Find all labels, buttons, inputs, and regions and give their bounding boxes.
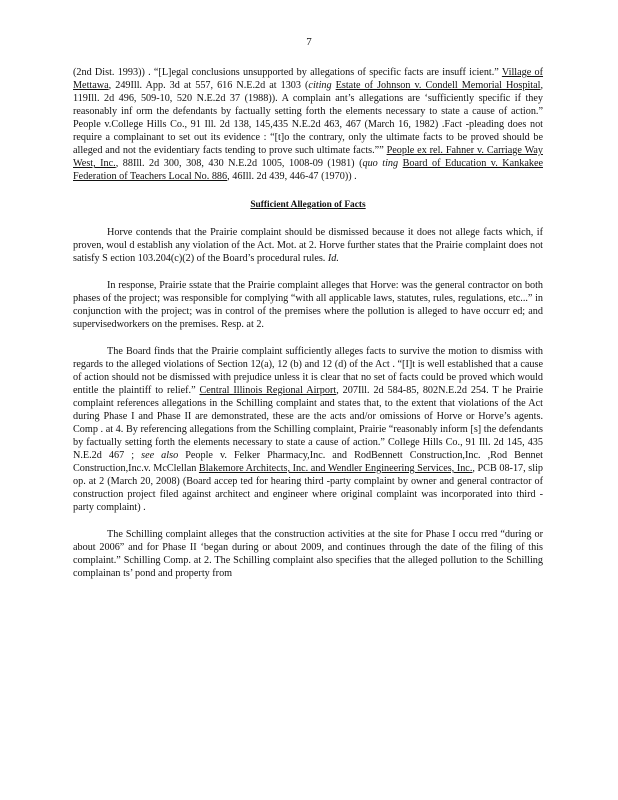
text-run: The Board finds that the Prairie complaint sufficiently alleges facts to survive the motion to dismiss with regards to the alleged violations of Section 12(a), 12 (b) and 12 (d) of the Act . “[I]t is well established that a cause of action should not be dismissed with prejudice unless it is clear that no set of facts could be proved which would entitle the plaintiff to relief.”	[73, 346, 543, 396]
case-citation: Blakemore Architects, Inc. and Wendler Engineering Services, Inc.	[198, 463, 473, 474]
text-run: , 207Ill. 2d 584-85, 802N.E.2d 254. T he Prairie complaint references allegations in the Schilling complaint and states that, to the extent that violations of the Act during Phase I and Phase II are demonstrated, these are the acts and/or omissions of Horve or Horve’s agents. Comp . at 4. By referencing allegations from the Schilling complaint, Prairie “reasonably inform [s] the defendants by factually setting forth the elements necessary to state a cause of action.” College Hills Co., 91 Ill. 2d 145, 435 N.E.2d 467 ;	[73, 385, 543, 461]
italic-signal: quo ting	[362, 158, 399, 169]
document-body	[73, 66, 543, 580]
case-citation: Central Illinois Regional Airport	[199, 385, 337, 396]
text-run: The Schilling complaint alleges that the construction activities at the site for Phase I occu rred “during or about 2006” and for Phase II ‘began during or about 2009, and continues through the date of the filing of this complaint.” Schilling Comp. at 2. The Schilling complaint also specifies that the alleged pollution to the Schilling complainan ts’ pond and property from	[73, 529, 543, 579]
italic-signal: see also	[141, 450, 179, 461]
italic-signal: citing	[308, 80, 332, 91]
case-citation: People ex rel. Fahner v. Carriage Way West, Inc.	[73, 145, 543, 169]
text-run: , PCB 08-17, slip op. at 2 (March 20, 2008) (Board accep ted for hearing third -party complaint by owner and general contractor of construction project filed against architect and engineer where original complaint was incorporated into third -party complaint) .	[73, 463, 544, 513]
paragraph-4	[73, 528, 543, 580]
case-citation: Estate of Johnson v. Condell Memorial Hospital	[335, 80, 541, 91]
italic-signal: Id.	[327, 253, 339, 264]
text-run: (2nd Dist. 1993)) . “[L]egal conclusions unsupported by allegations of specific facts are insuff icient.”	[73, 67, 502, 78]
text-run: In response, Prairie sstate that the Prairie complaint alleges that Horve: was the general contractor on both phases of the project; was responsible for complying “with all applicable laws, statutes, rules, regulations, etc...” in conjunction with the project; was in control of the premises where the pollution is alleged to have occurr ed; and supervisedworkers on the premises. Resp. at 2.	[73, 280, 543, 330]
section-heading	[73, 199, 543, 212]
text-run: , 88Ill. 2d 300, 308, 430 N.E.2d 1005, 1008-09 (1981) (	[115, 158, 363, 169]
case-citation: Village of Mettawa	[73, 67, 544, 91]
text-run: People v. Felker Pharmacy,Inc. and RodBennett Construction,Inc. ,Rod Bennet Construction,Inc.v. McClellan	[73, 450, 543, 474]
paragraph-0	[73, 66, 543, 183]
section-heading-text: Sufficient Allegation of Facts	[250, 200, 366, 210]
paragraph-2	[73, 279, 543, 331]
case-citation: Board of Education v. Kankakee Federation of Teachers Local No. 886	[73, 158, 543, 182]
text-run: Horve contends that the Prairie complaint should be dismissed because it does not allege facts which, if proven, woul d establish any violation of the Act. Mot. at 2. Horve further states that the Prairie complaint does not satisfy S ection 103.204(c)(2) of the Board’s procedural rules.	[73, 227, 543, 264]
text-run: , 249Ill. App. 3d at 557, 616 N.E.2d at 1303 (	[108, 80, 309, 91]
paragraph-1	[73, 226, 543, 265]
paragraph-3	[73, 345, 543, 514]
text-run: , 119Ill. 2d 496, 509-10, 520 N.E.2d 37 (1988)). A complain ant’s allegations are ‘sufficiently specific if they reasonably inf orm the defendants by factually setting forth the elements necessary to state a cause of action.” People v.College Hills Co., 91 Ill. 2d 138, 145,435 N.E.2d 463, 467 (March 16, 1982) .Fact -pleading does not require a complainant to set out its evidence : “[t]o the contrary, only the ultimate facts to be proved should be alleged and not the evidentiary facts tending to prove such ultimate facts.””	[73, 80, 544, 156]
text-run: , 46Ill. 2d 439, 446-47 (1970)) .	[227, 171, 357, 182]
page-number: 7	[306, 36, 312, 48]
